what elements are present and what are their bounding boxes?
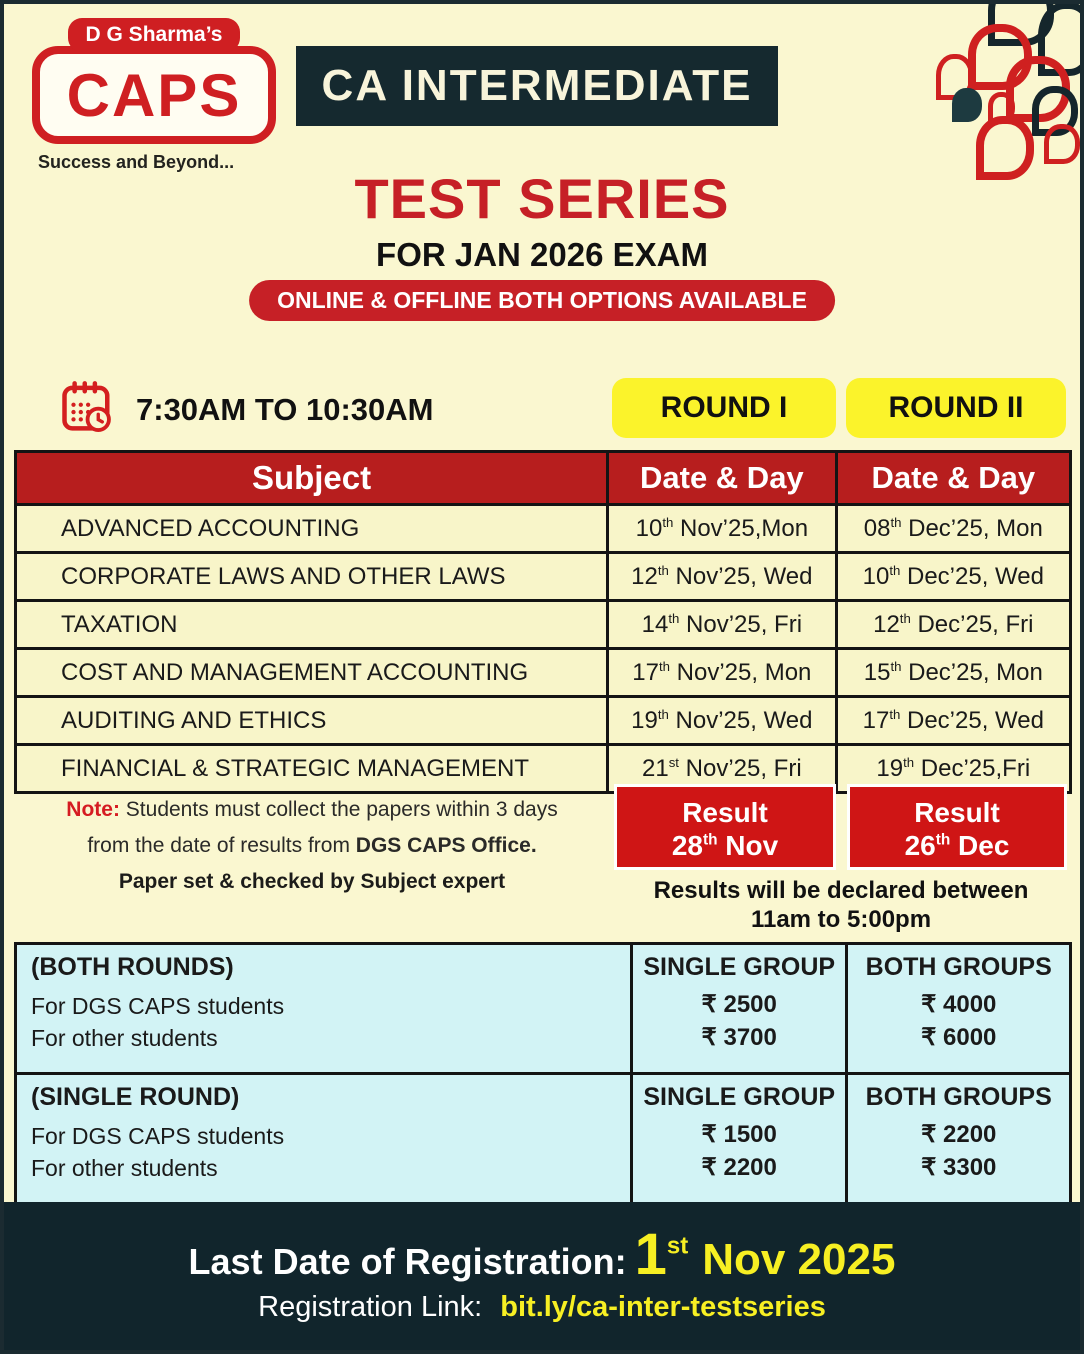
round2-result-badge: Result 26th Dec bbox=[847, 784, 1067, 870]
exam-time: 7:30AM TO 10:30AM bbox=[136, 391, 434, 427]
brand-name: CAPS bbox=[66, 61, 242, 129]
round1-date-cell: 10th Nov’25,Mon bbox=[608, 505, 837, 553]
poster-subtitle: FOR JAN 2026 EXAM bbox=[376, 236, 708, 273]
pricing-description-cell: (BOTH ROUNDS) For DGS CAPS students For other students bbox=[16, 944, 632, 1074]
round1-date-column-header: Date & Day bbox=[608, 452, 837, 505]
result-declaration-note: Results will be declared between 11am to 5:00pm bbox=[653, 877, 1029, 933]
subject-cell: COST AND MANAGEMENT ACCOUNTING bbox=[16, 649, 608, 697]
table-row bbox=[16, 553, 1071, 601]
subject-column-header: Subject bbox=[16, 452, 608, 505]
round2-date-cell: 17th Dec’25, Wed bbox=[836, 697, 1070, 745]
round2-date-cell: 12th Dec’25, Fri bbox=[836, 601, 1070, 649]
table-row bbox=[16, 697, 1071, 745]
round1-date-cell: 21st Nov’25, Fri bbox=[608, 745, 837, 793]
round2-badge: ROUND II bbox=[846, 378, 1066, 438]
subject-cell: FINANCIAL & STRATEGIC MANAGEMENT bbox=[16, 745, 608, 793]
decorative-shapes bbox=[910, 4, 1080, 192]
schedule-table bbox=[14, 450, 1072, 794]
brand-owner-label: D G Sharma’s bbox=[68, 18, 241, 52]
pricing-description-cell: (SINGLE ROUND) For DGS CAPS students For other students bbox=[16, 1074, 632, 1204]
schedule-header-row bbox=[16, 452, 1071, 505]
note-line2-bold: DGS CAPS Office. bbox=[355, 834, 537, 857]
round1-badge: ROUND I bbox=[612, 378, 836, 438]
note-block bbox=[12, 792, 612, 900]
subject-cell: CORPORATE LAWS AND OTHER LAWS bbox=[16, 553, 608, 601]
note-label: Note: bbox=[66, 798, 120, 821]
round1-date-cell: 19th Nov’25, Wed bbox=[608, 697, 837, 745]
single-group-price-cell: SINGLE GROUP ₹ 2500 ₹ 3700 bbox=[631, 944, 847, 1074]
table-row bbox=[16, 505, 1071, 553]
program-name: CA INTERMEDIATE bbox=[321, 61, 753, 110]
last-date-day: 1st bbox=[634, 1221, 689, 1287]
round1-date-cell: 14th Nov’25, Fri bbox=[608, 601, 837, 649]
exam-time-row bbox=[60, 380, 433, 439]
both-groups-price-cell: BOTH GROUPS ₹ 4000 ₹ 6000 bbox=[847, 944, 1071, 1074]
table-row bbox=[16, 649, 1071, 697]
round1-date-cell: 12th Nov’25, Wed bbox=[608, 553, 837, 601]
pricing-table bbox=[14, 942, 1072, 1205]
pricing-row-both-rounds bbox=[16, 944, 1071, 1074]
registration-footer bbox=[4, 1202, 1080, 1350]
availability-badge: ONLINE & OFFLINE BOTH OPTIONS AVAILABLE bbox=[249, 280, 835, 321]
subject-cell: ADVANCED ACCOUNTING bbox=[16, 505, 608, 553]
subject-cell: TAXATION bbox=[16, 601, 608, 649]
note-line1: Students must collect the papers within 3 days bbox=[119, 798, 558, 821]
note-line3: Paper set & checked by Subject expert bbox=[118, 870, 506, 893]
registration-link-line bbox=[258, 1291, 826, 1324]
subject-cell: AUDITING AND ETHICS bbox=[16, 697, 608, 745]
program-banner bbox=[296, 46, 778, 126]
registration-link-label: Registration Link: bbox=[258, 1290, 483, 1323]
both-groups-price-cell: BOTH GROUPS ₹ 2200 ₹ 3300 bbox=[847, 1074, 1071, 1204]
brand-name-box bbox=[32, 46, 276, 144]
table-row bbox=[16, 601, 1071, 649]
round2-date-cell: 08th Dec’25, Mon bbox=[836, 505, 1070, 553]
registration-link[interactable]: bit.ly/ca-inter-testseries bbox=[500, 1290, 826, 1323]
brand-tagline: Success and Beyond... bbox=[38, 152, 235, 172]
round1-date-cell: 17th Nov’25, Mon bbox=[608, 649, 837, 697]
calendar-clock-icon bbox=[60, 380, 114, 439]
last-date-label: Last Date of Registration: bbox=[188, 1240, 627, 1282]
brand-logo bbox=[32, 18, 276, 173]
round2-date-cell: 15th Dec’25, Mon bbox=[836, 649, 1070, 697]
pricing-row-single-round bbox=[16, 1074, 1071, 1204]
round2-date-column-header: Date & Day bbox=[836, 452, 1070, 505]
round2-date-cell: 19th Dec’25,Fri bbox=[836, 745, 1070, 793]
note-line2: from the date of results from bbox=[87, 834, 356, 857]
single-group-price-cell: SINGLE GROUP ₹ 1500 ₹ 2200 bbox=[631, 1074, 847, 1204]
round1-result-badge: Result 28th Nov bbox=[614, 784, 836, 870]
decorative-shape bbox=[952, 88, 982, 122]
decorative-shape bbox=[1044, 124, 1080, 164]
last-date-line bbox=[188, 1221, 896, 1287]
round2-date-cell: 10th Dec’25, Wed bbox=[836, 553, 1070, 601]
poster-title: TEST SERIES bbox=[354, 167, 730, 230]
last-date-month-year: Nov 2025 bbox=[702, 1234, 896, 1284]
